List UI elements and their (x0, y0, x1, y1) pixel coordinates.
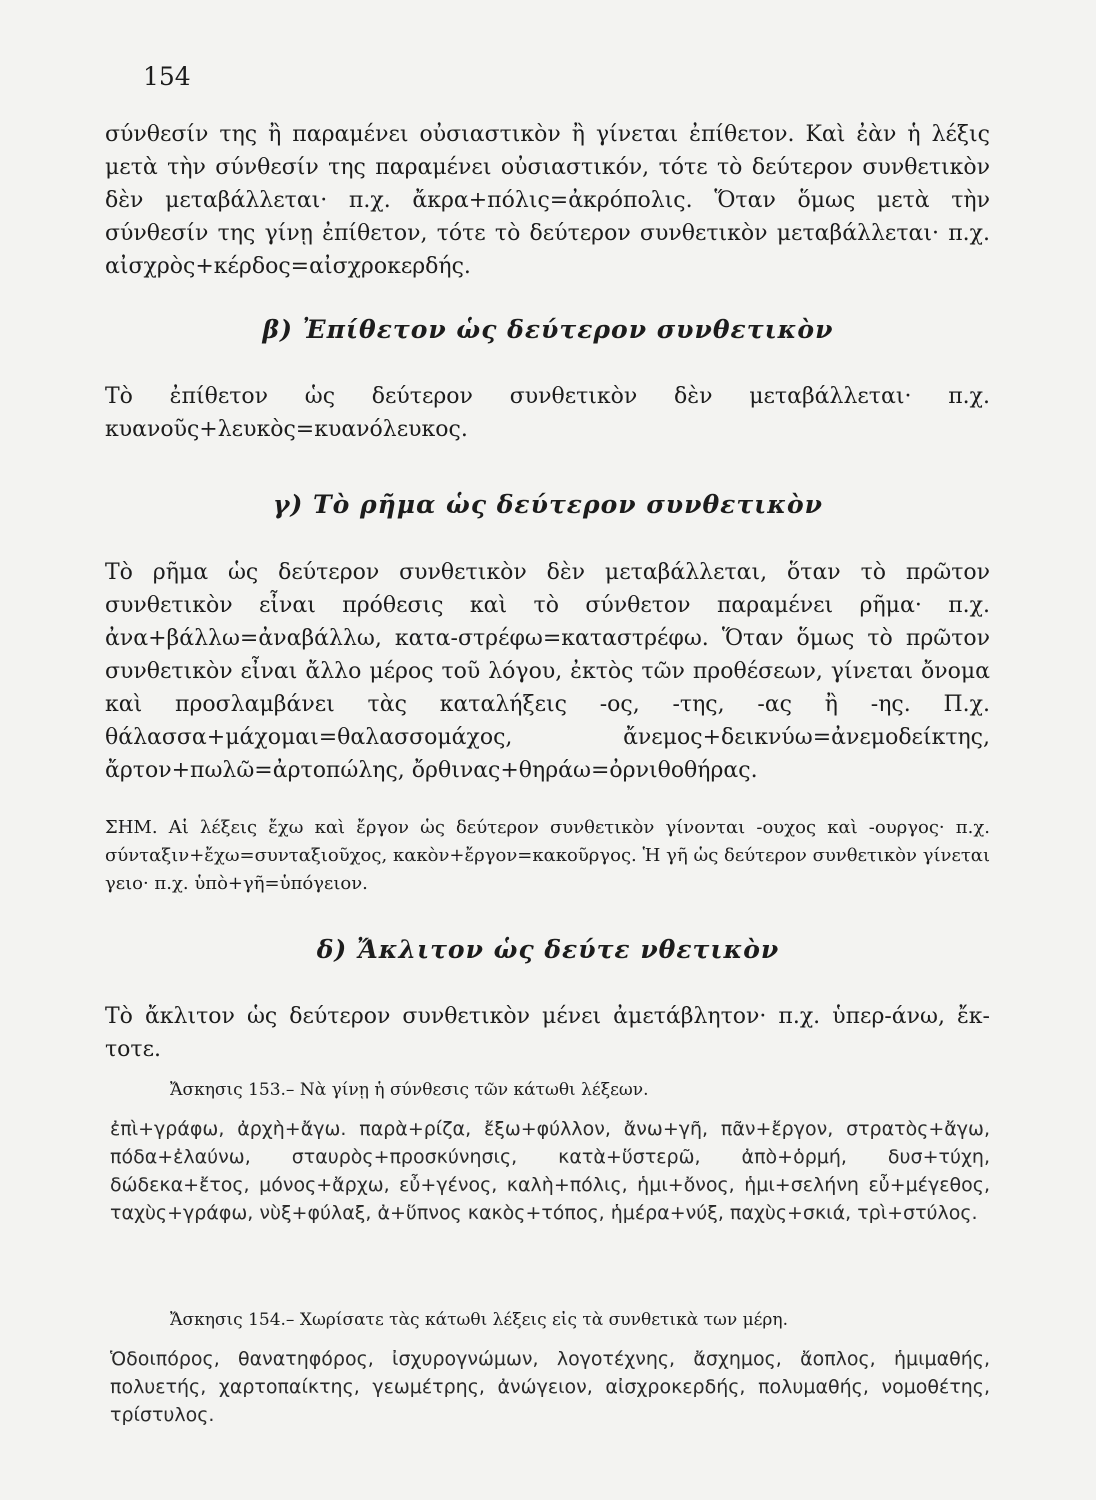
exercise-153-text: ἐπὶ+γράφω, ἀρχὴ+ἄγω. παρὰ+ρίζα, ἔξω+φύλλον, ἄνω+γῆ, πᾶν+ἔργον, στρατὸς+ἄγω, πόδα+ἐλαύνω, σταυρὸς+προσκύνησις, κατὰ+ὕστερῶ, ἀπὸ+ὁρμή, δυσ+τύχη, δώδεκα+ἔτος, μόνος+ἄρχω, εὖ+γένος, καλὴ+πόλις, ἡμι+ὄνος, ἡμι+σελήνη εὖ+μέγεθος, ταχὺς+γράφω, νὺξ+φύλαξ, ἀ+ὕπνος κακὸς+τόπος, ἡμέρα+νύξ, παχὺς+σκιά, τρὶ+στύλος. (110, 1118, 990, 1224)
section-g-heading: γ) Τὸ ρῆμα ὡς δεύτερον συνθετικὸν (272, 490, 824, 519)
exercise-153-title: Ἄσκησις 153.– Νὰ γίνῃ ἡ σύνθεσις τῶν κάτωθι λέξεων. (170, 1080, 649, 1100)
section-g-text: Τὸ ρῆμα ὡς δεύτερον συνθετικὸν δὲν μεταβάλλεται, ὅταν τὸ πρῶτον συνθετικὸν εἶναι πρόθεσις καὶ τὸ σύνθετον παραμένει ρῆμα· π.χ. ἀνα+βάλλω=ἀναβάλλω, κατα-στρέφω=καταστρέφω. Ὅταν ὅμως τὸ πρῶτον συνθετικὸν εἶναι ἄλλο μέρος τοῦ λόγου, ἐκτὸς τῶν προθέσεων, γίνεται ὄνομα καὶ προσλαμβάνει τὰς καταλήξεις -ος, -της, -ας ἢ -ης. Π.χ. θάλασσα+μάχομαι=θαλασσομάχος, ἄνεμος+δεικνύω=ἀνεμοδείκτης, ἄρτον+πωλῶ=ἀρτοπώλης, ὄρθινας+θηράω=ὀρνιθοθήρας. (105, 560, 990, 783)
section-d-heading: δ) Ἄκλιτον ὡς δεύτε νθετικὸν (316, 935, 780, 964)
intro-paragraph: σύνθεσίν της ἢ παραμένει οὐσιαστικὸν ἢ γίνεται ἐπίθετον. Καὶ ἐὰν ἡ λέξις μετὰ τὴν σύνθεσίν της παραμένει οὐσιαστικόν, τότε τὸ δεύτερον συνθετικὸν δὲν μεταβάλλεται· π.χ. ἄκρα+πόλις=ἀκρόπολις. Ὅταν ὅμως μετὰ τὴν σύνθεσίν της γίνῃ ἐπίθετον, τότε τὸ δεύτερον συνθετικὸν μεταβάλλεται· π.χ. αἰσχρὸς+κέρδος=αἰσχροκερδής. (105, 122, 990, 279)
section-b-text: Τὸ ἐπίθετον ὡς δεύτερον συνθετικὸν δὲν μεταβάλλεται· π.χ. κυανοῦς+λευκὸς=κυανόλευκος. (105, 384, 990, 442)
section-d-text: Τὸ ἄκλιτον ὡς δεύτερον συνθετικὸν μένει ἀμετάβλητον· π.χ. ὑπερ-άνω, ἔκ-τοτε. (105, 1004, 990, 1062)
page-number: 154 (143, 62, 191, 91)
exercise-154-title: Ἄσκησις 154.– Χωρίσατε τὰς κάτωθι λέξεις εἰς τὰ συνθετικὰ των μέρη. (170, 1310, 789, 1330)
section-b-heading: β) Ἐπίθετον ὡς δεύτερον συνθετικὸν (262, 315, 834, 344)
exercise-154-text: Ὁδοιπόρος, θανατηφόρος, ἰσχυρογνώμων, λογοτέχνης, ἄσχημος, ἄοπλος, ἡμιμαθής, πολυετής, χαρτοπαίκτης, γεωμέτρης, ἀνώγειον, αἰσχροκερδής, πολυμαθής, νομοθέτης, τρίστυλος. (110, 1348, 990, 1426)
section-g-note: ΣΗΜ. Αἱ λέξεις ἔχω καὶ ἔργον ὡς δεύτερον συνθετικὸν γίνονται -ουχος καὶ -ουργος· π.χ. σύνταξιν+ἔχω=συνταξιοῦχος, κακὸν+ἔργον=κακοῦργος. Ἡ γῆ ὡς δεύτερον συνθετικὸν γίνεται γειο· π.χ. ὑπὸ+γῆ=ὑπόγειον. (105, 817, 990, 894)
